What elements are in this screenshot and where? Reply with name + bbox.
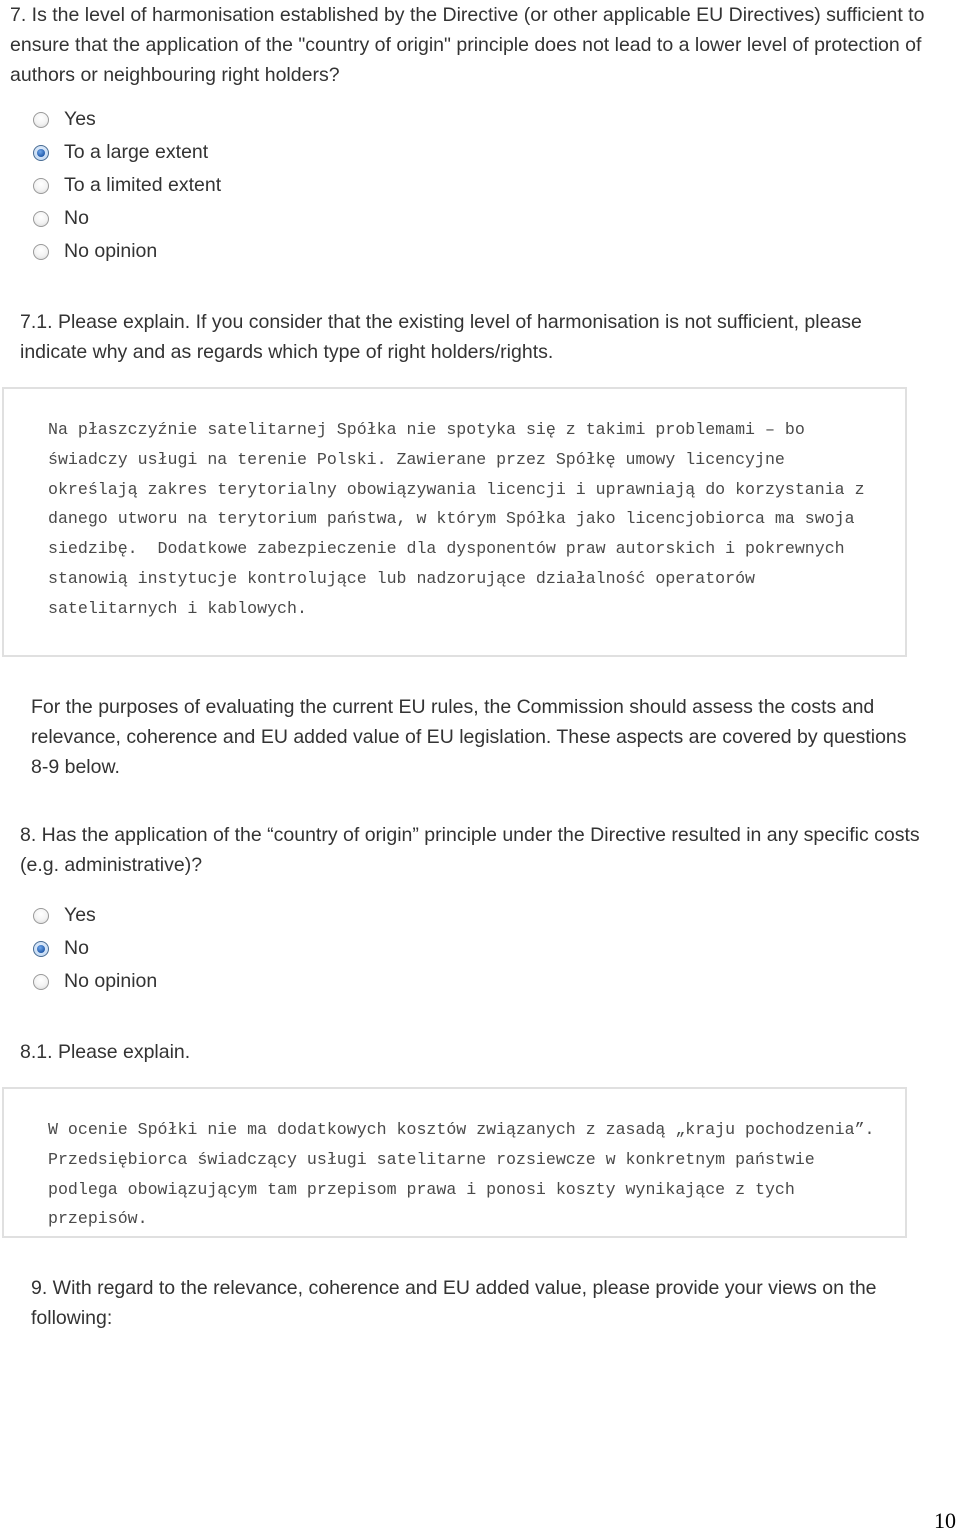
radio-icon[interactable] — [33, 908, 49, 924]
option-label: Yes — [64, 904, 96, 926]
question-9: 9. With regard to the relevance, coherence and EU added value, please provide your views on the following: — [31, 1277, 877, 1329]
radio-checked-icon[interactable] — [33, 145, 49, 161]
option-to-a-limited-extent[interactable] — [33, 169, 221, 202]
radio-icon[interactable] — [33, 178, 49, 194]
answer-7-1-text: Na płaszczyźnie satelitarnej Spółka nie spotyka się z takimi problemami – bo świadczy usługi na terenie Polski. Zawierane przez Spółkę umowy licencyjne określają zakres terytorialny obowiązywania licencji i uprawniają do korzystania z danego utworu na terytorium państwa, w którym Spółka jako licencjobiorca ma swoja siedzibę. Dodatkowe zabezpieczenie dla dysponentów praw autorskich i pokrewnych stanowią instytucje kontrolujące lub nadzorujące działalność operatorów satelitarnych i kablowych. — [48, 420, 875, 618]
intro-paragraph: For the purposes of evaluating the current EU rules, the Commission should assess the costs and relevance, coherence and EU added value of EU legislation. These aspects are covered by questions 8-9 below. — [31, 696, 907, 778]
question-7-options — [33, 103, 221, 268]
option-no-opinion[interactable] — [33, 235, 221, 268]
option-label: To a limited extent — [64, 174, 222, 196]
option-to-a-large-extent[interactable] — [33, 136, 221, 169]
option-no[interactable] — [33, 202, 221, 235]
option-no-opinion[interactable] — [33, 965, 157, 998]
option-label: To a large extent — [64, 141, 209, 163]
option-label: No — [64, 207, 89, 229]
question-7-1-prompt: 7.1. Please explain. If you consider that the existing level of harmonisation is not sufficient, please indicate why and as regards which type of right holders/rights. — [20, 311, 862, 363]
radio-icon[interactable] — [33, 112, 49, 128]
question-8-options — [33, 899, 157, 998]
answer-8-1-text: W ocenie Spółki nie ma dodatkowych kosztów związanych z zasadą „kraju pochodzenia”. Przedsiębiorca świadczący usługi satelitarne rozsiewcze w konkretnym państwie podlega obowiązującym tam przepisom prawa i ponosi koszty wynikające z tych przepisów. — [48, 1120, 885, 1229]
option-yes[interactable] — [33, 899, 157, 932]
option-label: Yes — [64, 108, 96, 130]
option-label: No — [64, 937, 89, 959]
radio-icon[interactable] — [33, 211, 49, 227]
option-label: No opinion — [64, 970, 158, 992]
question-8: 8. Has the application of the “country of origin” principle under the Directive resulted in any specific costs (e.g. administrative)? — [20, 824, 920, 876]
question-7: 7. Is the level of harmonisation established by the Directive (or other applicable EU Directives) sufficient to ensure that the application of the "country of origin" principle does not lead to a lower level of protection of authors or neighbouring right holders? — [10, 4, 925, 86]
answer-7-1-textarea[interactable] — [2, 387, 907, 657]
radio-checked-icon[interactable] — [33, 941, 49, 957]
answer-8-1-textarea[interactable] — [2, 1087, 907, 1238]
option-no[interactable] — [33, 932, 157, 965]
option-yes[interactable] — [33, 103, 221, 136]
page-number: 10 — [934, 1508, 956, 1533]
question-8-1-prompt: 8.1. Please explain. — [20, 1041, 191, 1063]
option-label: No opinion — [64, 240, 158, 262]
radio-icon[interactable] — [33, 974, 49, 990]
radio-icon[interactable] — [33, 244, 49, 260]
